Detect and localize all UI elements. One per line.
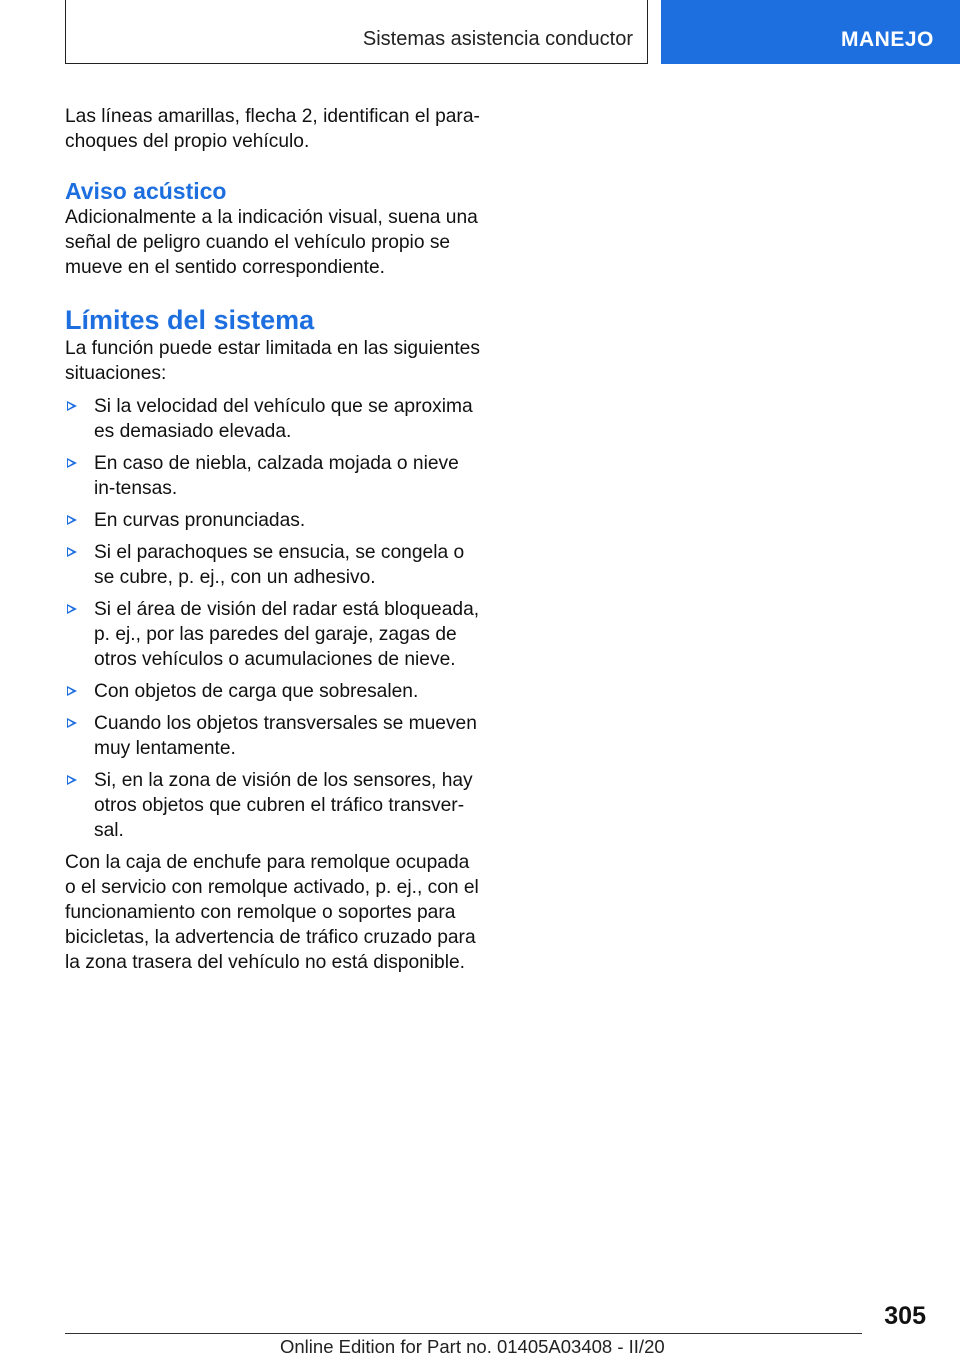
list-item-text: En curvas pronunciadas. bbox=[94, 510, 306, 531]
chapter-tab-label: MANEJO bbox=[841, 28, 934, 51]
intro-line-1: Las líneas amarillas, flecha 2, identifican el para- bbox=[65, 106, 480, 127]
triangle-bullet-icon bbox=[67, 547, 77, 557]
footer-edition-text: Online Edition for Part no. 01405A03408 - II/20 bbox=[280, 1336, 665, 1357]
heading-acoustic-warning: Aviso acústico bbox=[65, 178, 227, 204]
main-content bbox=[65, 104, 485, 975]
triangle-bullet-icon bbox=[67, 458, 77, 468]
list-item bbox=[65, 540, 485, 590]
acoustic-paragraph: Adicionalmente a la indicación visual, suena una señal de peligro cuando el vehículo propio se mueve en el sentido correspondiente. bbox=[65, 207, 478, 278]
list-item bbox=[65, 679, 485, 704]
list-item bbox=[65, 768, 485, 843]
list-item bbox=[65, 451, 485, 501]
triangle-bullet-icon bbox=[67, 775, 77, 785]
intro-paragraph bbox=[65, 104, 485, 154]
list-item-text: Con objetos de carga que sobresalen. bbox=[94, 681, 419, 702]
list-item bbox=[65, 508, 485, 533]
page-number: 305 bbox=[884, 1302, 926, 1330]
triangle-bullet-icon bbox=[67, 515, 77, 525]
chapter-tab[interactable] bbox=[661, 0, 960, 64]
intro-line-2: choques del propio vehículo. bbox=[65, 131, 310, 152]
triangle-bullet-icon bbox=[67, 686, 77, 696]
closing-paragraph: Con la caja de enchufe para remolque ocupada o el servicio con remolque activado, p. ej., con el funcionamiento con remolque o soportes para bicicletas, la advertencia de tráfico cruzado para la zona trasera del vehículo no está disponible. bbox=[65, 852, 479, 973]
list-item-text: Si el área de visión del radar está bloqueada, p. ej., por las paredes del garaje, zagas de otros vehículos o acumulaciones de nieve. bbox=[94, 599, 480, 670]
limits-intro-paragraph: La función puede estar limitada en las siguientes situaciones: bbox=[65, 338, 480, 384]
list-item-text: Si el parachoques se ensucia, se congela o se cubre, p. ej., con un adhesivo. bbox=[94, 542, 465, 588]
triangle-bullet-icon bbox=[67, 604, 77, 614]
list-item-text: Si la velocidad del vehículo que se aproxima es demasiado elevada. bbox=[94, 396, 473, 442]
list-item-text: Si, en la zona de visión de los sensores, hay otros objetos que cubren el tráfico transver-sal. bbox=[94, 770, 473, 841]
footer-divider bbox=[65, 1333, 862, 1334]
heading-system-limits: Límites del sistema bbox=[65, 305, 315, 335]
triangle-bullet-icon bbox=[67, 718, 77, 728]
triangle-bullet-icon bbox=[67, 401, 77, 411]
header-section-box bbox=[65, 0, 648, 64]
list-item bbox=[65, 597, 485, 672]
list-item-text: En caso de niebla, calzada mojada o nieve in-tensas. bbox=[94, 453, 459, 499]
list-item bbox=[65, 711, 485, 761]
section-title: Sistemas asistencia conductor bbox=[362, 28, 633, 50]
list-item bbox=[65, 394, 485, 444]
list-item-text: Cuando los objetos transversales se mueven muy lentamente. bbox=[94, 713, 477, 759]
limits-list bbox=[65, 394, 485, 843]
